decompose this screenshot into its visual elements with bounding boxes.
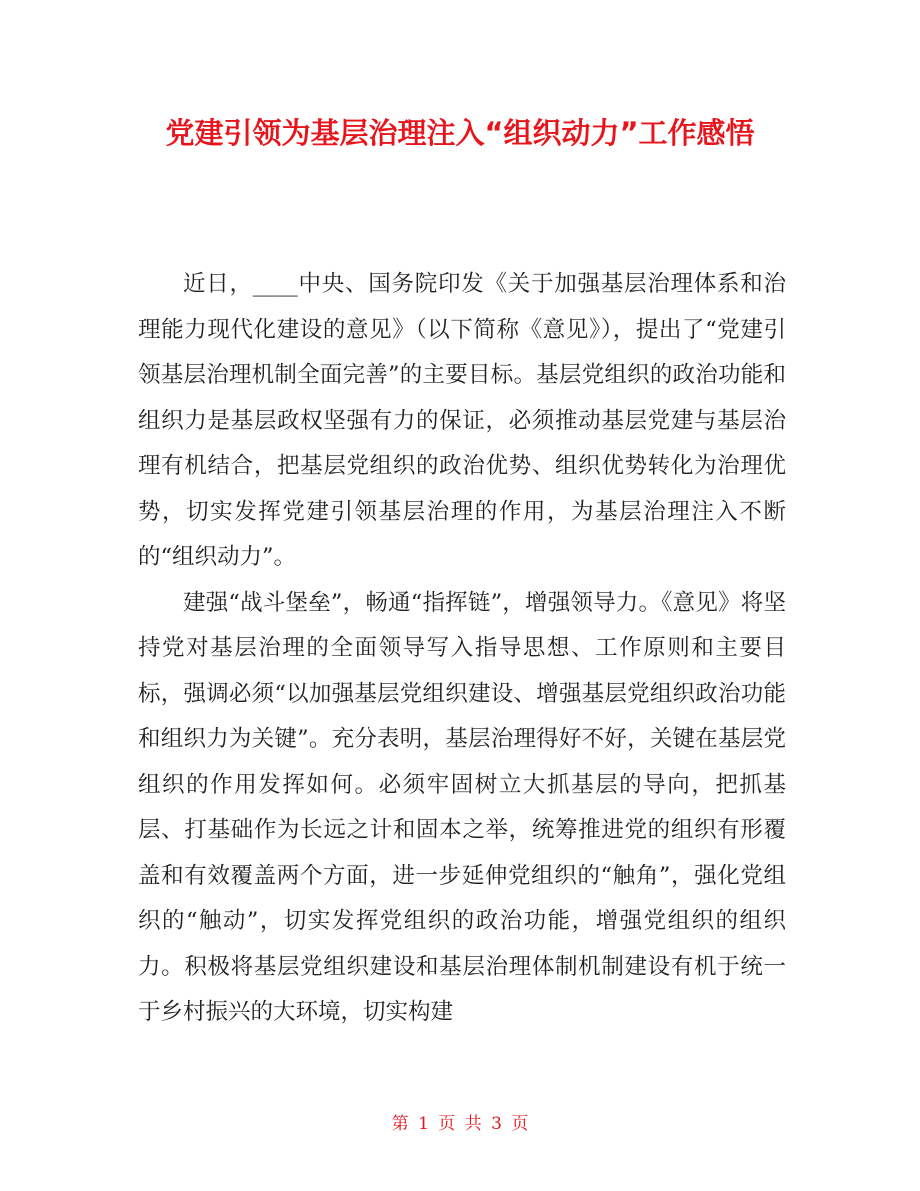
paragraph-1: 近日，____中央、国务院印发《关于加强基层治理体系和治理能力现代化建设的意见》（以下简称《意见》），提出了“党建引领基层治理机制全面完善”的主要目标。基层党组织的政治功能和组织力是基层政权坚强有力的保证，必须推动基层党建与基层治理有机结合，把基层党组织的政治优势、组织优势转化为治理优势，切实发挥党建引领基层治理的作用，为基层治理注入不断的“组织动力”。	[138, 271, 786, 570]
document-title: 党建引领为基层治理注入“组织动力”工作感悟	[165, 116, 755, 150]
paragraph-2: 建强“战斗堡垒”，畅通“指挥链”，增强领导力。《意见》将坚持党对基层治理的全面领导写入指导思想、工作原则和主要目标，强调必须“以加强基层党组织建设、增强基层党组织政治功能和组织力为关键”。充分表明，基层治理得好不好，关键在基层党组织的作用发挥如何。必须牢固树立大抓基层的导向，把抓基层、打基础作为长远之计和固本之举，统筹推进党的组织有形覆盖和有效覆盖两个方面，进一步延伸党组织的“触角”，强化党组织的“触动”，切实发挥党组织的政治功能，增强党组织的组织力。积极将基层党组织建设和基层治理体制机制建设有机于统一于乡村振兴的大环境，切实构建	[138, 589, 786, 1025]
page-number-footer: 第 1 页 共 3 页	[391, 1114, 529, 1134]
document-body	[138, 262, 786, 1036]
